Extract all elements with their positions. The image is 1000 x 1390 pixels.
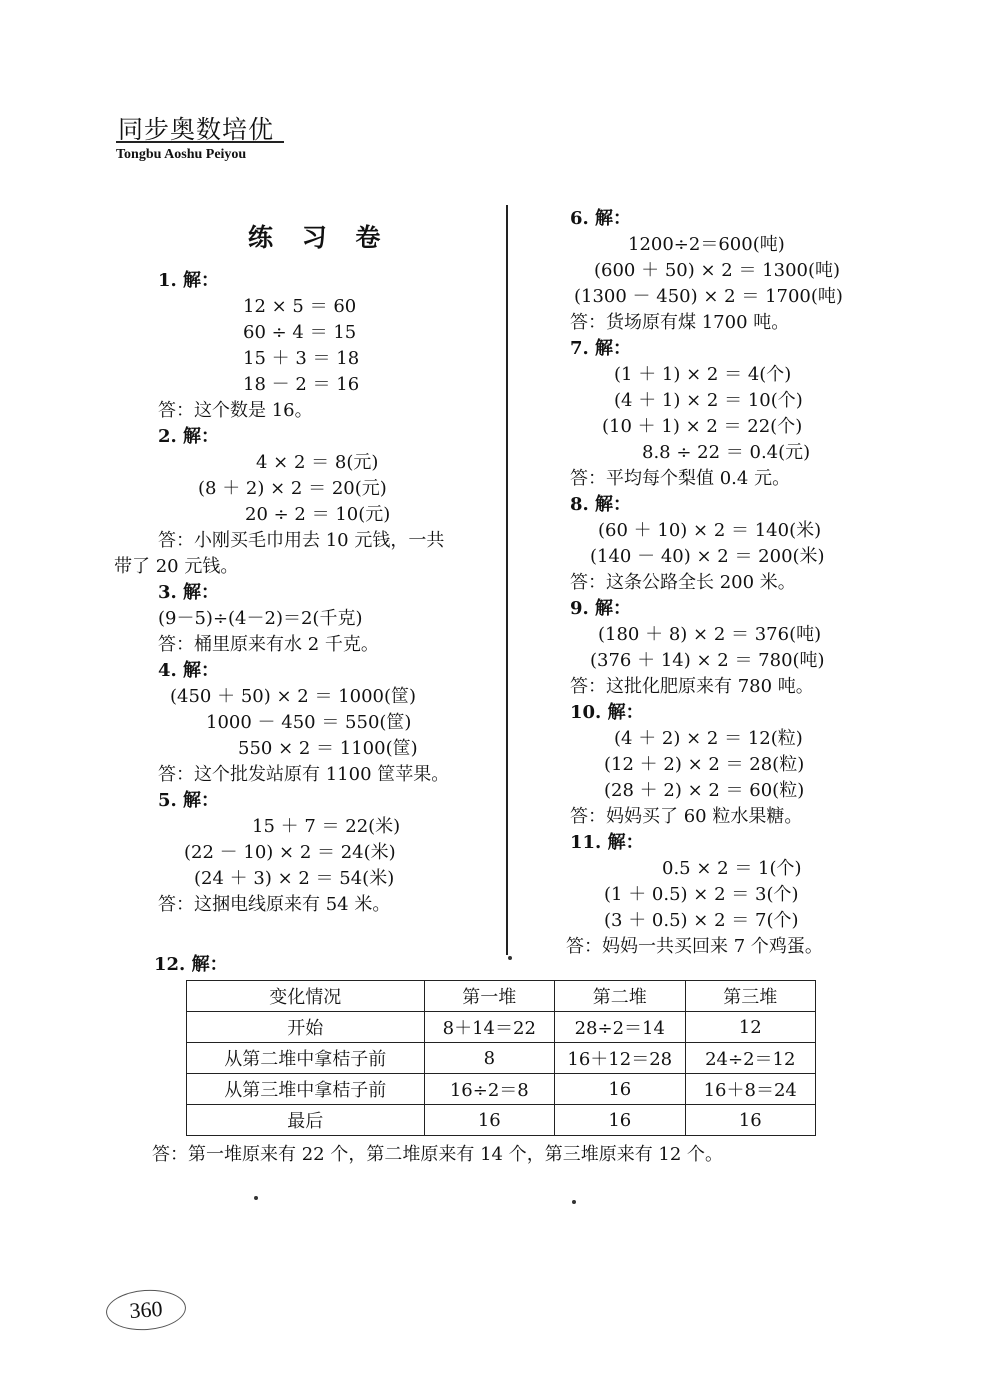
table-header-cell: 第三堆 bbox=[685, 981, 816, 1012]
table-cell: 16 bbox=[685, 1105, 816, 1136]
equation: (10 ＋ 1) × 2 ＝ 22(个) bbox=[602, 416, 803, 437]
table-cell: 从第三堆中拿桔子前 bbox=[187, 1074, 425, 1105]
book-title: 同步奥数培优 bbox=[118, 115, 275, 144]
question-label: 2. 解： bbox=[158, 426, 220, 447]
table-cell: 28÷2＝14 bbox=[555, 1012, 685, 1043]
equation: (22 － 10) × 2 ＝ 24(米) bbox=[184, 842, 396, 863]
answer: 答：平均每个梨值 0.4 元。 bbox=[570, 468, 791, 489]
equation: (600 ＋ 50) × 2 ＝ 1300(吨) bbox=[594, 260, 841, 281]
equation: 4 × 2 ＝ 8(元) bbox=[256, 452, 379, 473]
table-cell: 8＋14＝22 bbox=[424, 1012, 554, 1043]
answer: 答：桶里原来有水 2 千克。 bbox=[158, 634, 379, 655]
table-cell: 16 bbox=[555, 1074, 685, 1105]
question-label: 3. 解： bbox=[158, 582, 220, 603]
table-cell: 从第二堆中拿桔子前 bbox=[187, 1043, 425, 1074]
equation: (24 ＋ 3) × 2 ＝ 54(米) bbox=[194, 868, 395, 889]
table-cell: 16 bbox=[555, 1105, 685, 1136]
print-speck bbox=[254, 1196, 258, 1200]
question-label: 4. 解： bbox=[158, 660, 220, 681]
equation: (4 ＋ 2) × 2 ＝ 12(粒) bbox=[614, 728, 803, 749]
header-rule bbox=[116, 141, 284, 143]
equation: 18 － 2 ＝ 16 bbox=[243, 374, 360, 395]
question-label: 11. 解： bbox=[570, 832, 644, 853]
equation: 20 ÷ 2 ＝ 10(元) bbox=[245, 504, 391, 525]
equation: 15 ＋ 7 ＝ 22(米) bbox=[252, 816, 401, 837]
question-label: 1. 解： bbox=[158, 270, 220, 291]
equation: 1000 － 450 ＝ 550(筐) bbox=[206, 712, 412, 733]
book-subtitle: Tongbu Aoshu Peiyou bbox=[116, 147, 247, 162]
equation: 15 ＋ 3 ＝ 18 bbox=[243, 348, 360, 369]
equation: 550 × 2 ＝ 1100(筐) bbox=[238, 738, 418, 759]
pile-change-table bbox=[186, 980, 816, 1136]
table-cell: 16 bbox=[424, 1105, 554, 1136]
page-number: 360 bbox=[105, 1287, 188, 1332]
answer: 答：第一堆原来有 22 个，第二堆原来有 14 个，第三堆原来有 12 个。 bbox=[152, 1144, 724, 1165]
answer: 答：这捆电线原来有 54 米。 bbox=[158, 894, 391, 915]
table-cell: 8 bbox=[424, 1043, 554, 1074]
print-speck bbox=[572, 1200, 576, 1204]
table-header-cell: 第一堆 bbox=[424, 981, 554, 1012]
equation: (4 ＋ 1) × 2 ＝ 10(个) bbox=[614, 390, 803, 411]
answer: 答：货场原有煤 1700 吨。 bbox=[570, 312, 790, 333]
table-cell: 24÷2＝12 bbox=[685, 1043, 816, 1074]
answer: 答：这批化肥原来有 780 吨。 bbox=[570, 676, 814, 697]
equation: (8 ＋ 2) × 2 ＝ 20(元) bbox=[198, 478, 387, 499]
table-cell: 16＋12＝28 bbox=[555, 1043, 685, 1074]
question-label: 8. 解： bbox=[570, 494, 632, 515]
question-label: 10. 解： bbox=[570, 702, 644, 723]
equation: (1300 － 450) × 2 ＝ 1700(吨) bbox=[574, 286, 843, 307]
section-title: 练 习 卷 bbox=[248, 223, 391, 252]
equation: (376 ＋ 14) × 2 ＝ 780(吨) bbox=[590, 650, 825, 671]
answer: 答：小刚买毛巾用去 10 元钱，一共 bbox=[158, 530, 445, 551]
table-cell: 开始 bbox=[187, 1012, 425, 1043]
question-label: 7. 解： bbox=[570, 338, 632, 359]
answer: 答：这个数是 16。 bbox=[158, 400, 313, 421]
equation: (60 ＋ 10) × 2 ＝ 140(米) bbox=[598, 520, 822, 541]
answer: 答：这条公路全长 200 米。 bbox=[570, 572, 796, 593]
equation: 60 ÷ 4 ＝ 15 bbox=[243, 322, 357, 343]
equation: (9－5)÷(4－2)＝2(千克) bbox=[158, 608, 363, 629]
equation: (180 ＋ 8) × 2 ＝ 376(吨) bbox=[598, 624, 822, 645]
answer-continued: 带了 20 元钱。 bbox=[114, 556, 239, 577]
question-label: 5. 解： bbox=[158, 790, 220, 811]
equation: 8.8 ÷ 22 ＝ 0.4(元) bbox=[642, 442, 811, 463]
question-label: 9. 解： bbox=[570, 598, 632, 619]
column-divider bbox=[506, 205, 508, 955]
table-cell: 16÷2＝8 bbox=[424, 1074, 554, 1105]
question-label: 6. 解： bbox=[570, 208, 632, 229]
equation: (140 － 40) × 2 ＝ 200(米) bbox=[590, 546, 825, 567]
print-speck bbox=[508, 956, 512, 960]
equation: (12 ＋ 2) × 2 ＝ 28(粒) bbox=[604, 754, 805, 775]
equation: (1 ＋ 1) × 2 ＝ 4(个) bbox=[614, 364, 792, 385]
table-cell: 16＋8＝24 bbox=[685, 1074, 816, 1105]
equation: (450 ＋ 50) × 2 ＝ 1000(筐) bbox=[170, 686, 417, 707]
equation: (28 ＋ 2) × 2 ＝ 60(粒) bbox=[604, 780, 805, 801]
answer: 答：这个批发站原有 1100 筐苹果。 bbox=[158, 764, 450, 785]
equation: 1200÷2＝600(吨) bbox=[628, 234, 785, 255]
table-row bbox=[187, 1074, 816, 1105]
equation: (3 ＋ 0.5) × 2 ＝ 7(个) bbox=[604, 910, 799, 931]
table-cell: 最后 bbox=[187, 1105, 425, 1136]
table-row bbox=[187, 1043, 816, 1074]
table-header-cell: 变化情况 bbox=[187, 981, 425, 1012]
table-row bbox=[187, 1105, 816, 1136]
equation: (1 ＋ 0.5) × 2 ＝ 3(个) bbox=[604, 884, 799, 905]
table-row bbox=[187, 1012, 816, 1043]
answer: 答：妈妈买了 60 粒水果糖。 bbox=[570, 806, 803, 827]
answer: 答：妈妈一共买回来 7 个鸡蛋。 bbox=[566, 936, 823, 957]
question-label: 12. 解： bbox=[154, 954, 228, 975]
equation: 12 × 5 ＝ 60 bbox=[243, 296, 357, 317]
equation: 0.5 × 2 ＝ 1(个) bbox=[662, 858, 802, 879]
table-header-row bbox=[187, 981, 816, 1012]
table-cell: 12 bbox=[685, 1012, 816, 1043]
table-header-cell: 第二堆 bbox=[555, 981, 685, 1012]
